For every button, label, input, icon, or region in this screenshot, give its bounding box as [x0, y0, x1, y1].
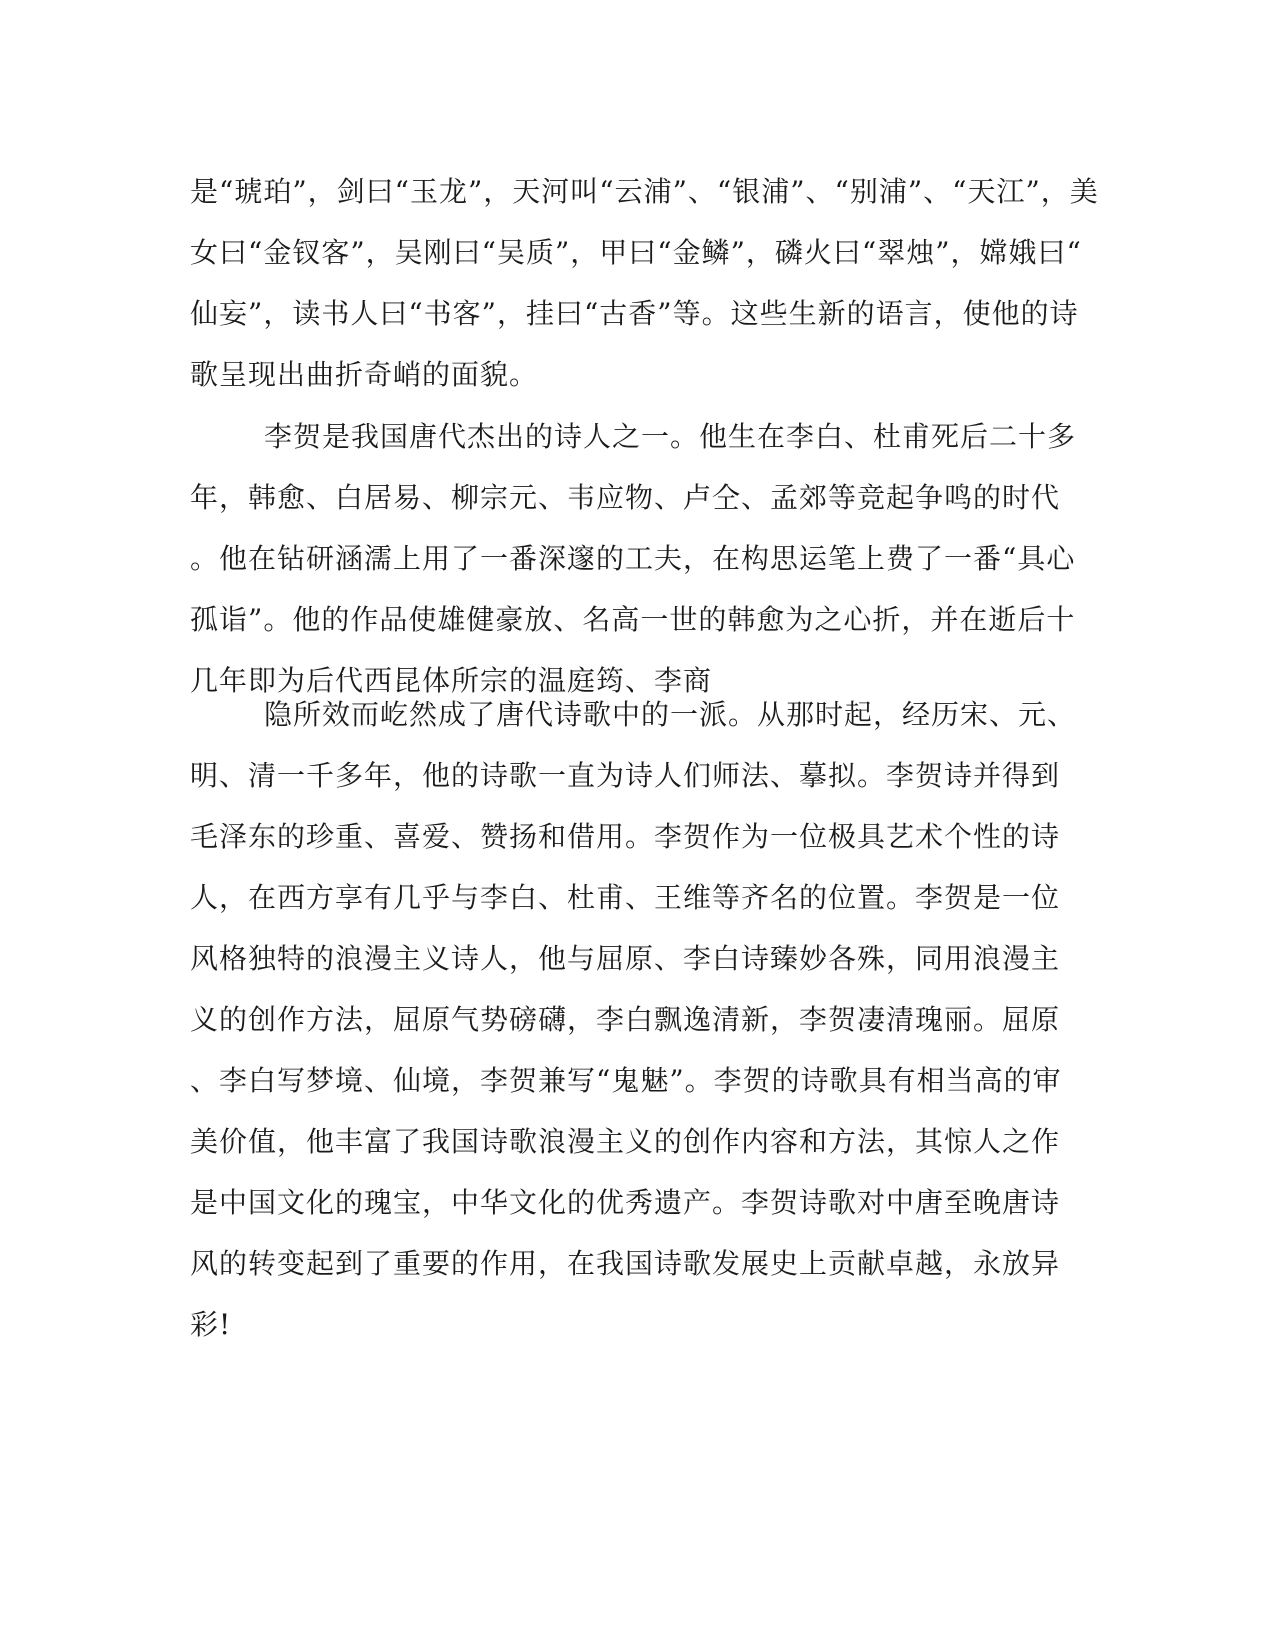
- paragraph-line: 、李白写梦境、仙境，李贺兼写“鬼魅”。李贺的诗歌具有相当高的审: [190, 1064, 1062, 1097]
- paragraph-line: 风的转变起到了重要的作用，在我国诗歌发展史上贡献卓越，永放异: [190, 1247, 1061, 1280]
- paragraph-line: 李贺是我国唐代杰出的诗人之一。他生在李白、杜甫死后二十多: [264, 420, 1077, 453]
- paragraph-3: [190, 684, 1077, 1355]
- paragraph-line: 仙妄”，读书人曰“书客”，挂曰“古香”等。这些生新的语言，使他的诗: [190, 297, 1079, 330]
- paragraph-line: 彩!: [190, 1308, 232, 1341]
- paragraph-line: 歌呈现出曲折奇峭的面貌。: [190, 358, 539, 391]
- paragraph-line: 隐所效而屹然成了唐代诗歌中的一派。从那时起，经历宋、元、: [264, 698, 1077, 731]
- paragraph-line: 。他在钻研涵濡上用了一番深邃的工夫，在构思运笔上费了一番“具心: [190, 542, 1076, 575]
- paragraph-line: 是“琥珀”，剑曰“玉龙”，天河叫“云浦”、“银浦”、“别浦”、“天江”，美: [190, 175, 1099, 208]
- paragraph-line: 女曰“金钗客”，吴刚曰“吴质”，甲曰“金鳞”，磷火曰“翠烛”，嫦娥曰“: [190, 236, 1082, 269]
- paragraph-line: 毛泽东的珍重、喜爱、赞扬和借用。李贺作为一位极具艺术个性的诗: [190, 820, 1061, 853]
- paragraph-line: 是中国文化的瑰宝，中华文化的优秀遗产。李贺诗歌对中唐至晚唐诗: [190, 1186, 1061, 1219]
- paragraph-line: 美价值，他丰富了我国诗歌浪漫主义的创作内容和方法，其惊人之作: [190, 1125, 1061, 1158]
- paragraph-line: 风格独特的浪漫主义诗人，他与屈原、李白诗臻妙各殊，同用浪漫主: [190, 942, 1061, 975]
- paragraph-line: 明、清一千多年，他的诗歌一直为诗人们师法、摹拟。李贺诗并得到: [190, 759, 1061, 792]
- paragraph-2: [190, 406, 1077, 711]
- paragraph-line: 义的创作方法，屈原气势磅礴，李白飘逸清新，李贺凄清瑰丽。屈原: [190, 1003, 1061, 1036]
- paragraph-line: 几年即为后代西昆体所宗的温庭筠、李商: [190, 664, 713, 697]
- paragraph-line: 孤诣”。他的作品使雄健豪放、名高一世的韩愈为之心折，并在逝后十: [190, 603, 1076, 636]
- paragraph-1: [190, 161, 1099, 405]
- paragraph-line: 年，韩愈、白居易、柳宗元、韦应物、卢仝、孟郊等竞起争鸣的时代: [190, 481, 1061, 514]
- paragraph-line: 人，在西方享有几乎与李白、杜甫、王维等齐名的位置。李贺是一位: [190, 881, 1061, 914]
